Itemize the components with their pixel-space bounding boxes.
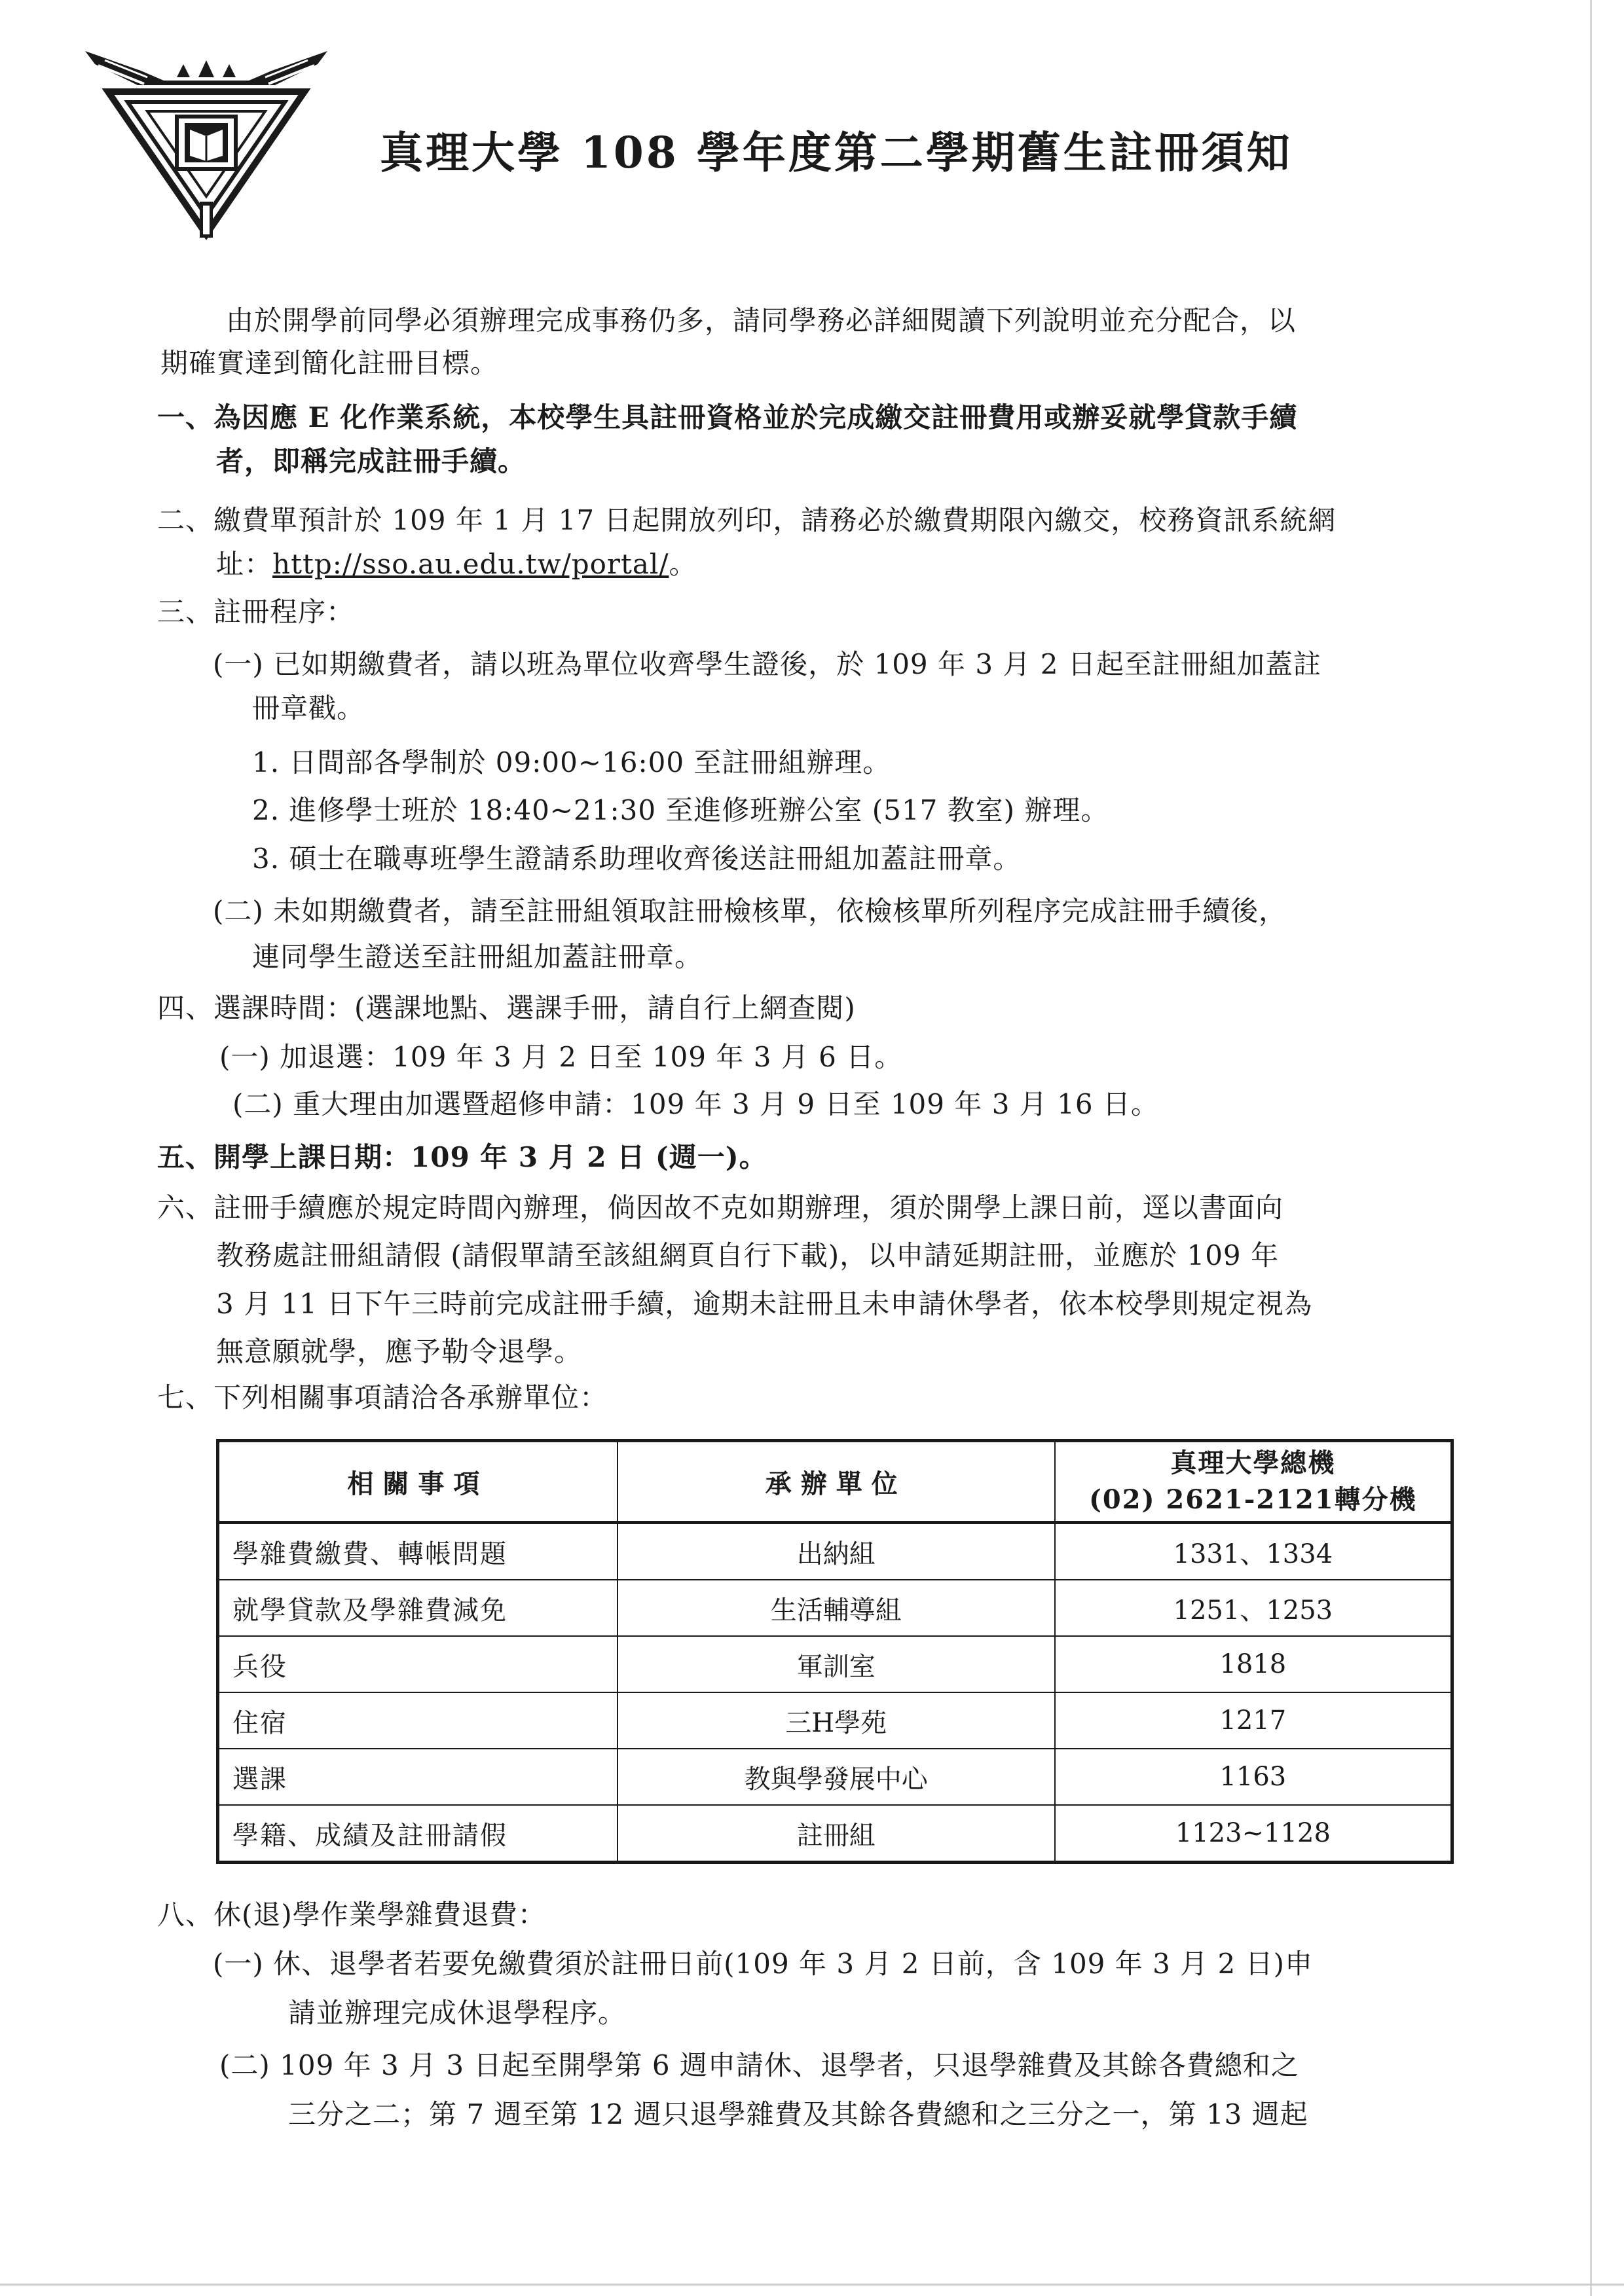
table-row: [218, 1805, 1452, 1863]
row-extension: 1818: [1055, 1636, 1452, 1692]
section-8-2-line-1: (二) 109 年 3 月 3 日起至開學第 6 週申請休、退學者，只退學雜費及其餘各費總和之: [219, 2049, 1299, 2081]
section-1-line-1: 一、為因應 E 化作業系統，本校學生具註冊資格並於完成繳交註冊費用或辦妥就學貸款手續: [157, 401, 1298, 433]
section-6-line-1: 六、註冊手續應於規定時間內辦理，倘因故不克如期辦理，須於開學上課日前，逕以書面向: [157, 1192, 1284, 1224]
row-unit: 生活輔導組: [618, 1580, 1055, 1636]
row-extension: 1331、1334: [1055, 1523, 1452, 1580]
section-8-2-line-2: 三分之二；第 7 週至第 12 週只退學雜費及其餘各費總和之三分之一，第 13 週起: [288, 2098, 1308, 2130]
contacts-table: [216, 1439, 1454, 1864]
row-item: 兵役: [218, 1636, 618, 1692]
row-unit: 註冊組: [618, 1805, 1055, 1863]
row-item: 住宿: [218, 1692, 618, 1749]
header-responsible-unit: 承辦單位: [618, 1441, 1055, 1523]
section-4-heading: 四、選課時間：(選課地點、選課手冊，請自行上網查閱): [157, 992, 856, 1024]
university-crest-icon: [79, 45, 334, 241]
portal-link[interactable]: http://sso.au.edu.tw/portal/: [272, 548, 669, 580]
section-6-line-4: 無意願就學，應予勒令退學。: [216, 1336, 583, 1368]
table-header-row: [218, 1441, 1452, 1523]
table-row: [218, 1523, 1452, 1580]
section-6-line-3: 3 月 11 日下午三時前完成註冊手續，逾期未註冊且未申請休學者，依本校學則規定視為: [216, 1288, 1313, 1320]
section-5: 五、開學上課日期：109 年 3 月 2 日 (週一)。: [157, 1141, 767, 1173]
scan-edge-bottom: [0, 2284, 1624, 2286]
section-4-1: (一) 加退選：109 年 3 月 2 日至 109 年 3 月 6 日。: [219, 1041, 903, 1073]
row-item: 學雜費繳費、轉帳問題: [218, 1523, 618, 1580]
row-unit: 出納組: [618, 1523, 1055, 1580]
intro-line-1: 由於開學前同學必須辦理完成事務仍多，請同學務必詳細閱讀下列說明並充分配合，以: [226, 304, 1297, 337]
url-suffix: 。: [669, 548, 697, 580]
section-3-1-item-1: 1. 日間部各學制於 09:00~16:00 至註冊組辦理。: [252, 746, 891, 778]
section-2-line-2: [216, 545, 697, 584]
section-3-2-line-1: (二) 未如期繳費者，請至註冊組領取註冊檢核單，依檢核單所列程序完成註冊手續後，: [213, 895, 1287, 927]
table-row: [218, 1749, 1452, 1805]
intro-line-2: 期確實達到簡化註冊目標。: [160, 347, 499, 379]
row-item: 選課: [218, 1749, 618, 1805]
table-row: [218, 1636, 1452, 1692]
section-4-2: (二) 重大理由加選暨超修申請：109 年 3 月 9 日至 109 年 3 月 16 日。: [232, 1088, 1159, 1120]
header-extension-line-2: (02) 2621-2121轉分機: [1088, 1484, 1417, 1515]
section-3-1-item-3: 3. 碩士在職專班學生證請系助理收齊後送註冊組加蓋註冊章。: [252, 843, 1022, 875]
header-extension-line-1: 真理大學總機: [1170, 1448, 1336, 1478]
row-extension: 1163: [1055, 1749, 1452, 1805]
section-8-heading: 八、休(退)學作業學雜費退費：: [157, 1899, 546, 1931]
header-extension: [1055, 1441, 1452, 1523]
section-3-1-line-2: 冊章戳。: [252, 692, 365, 724]
table-row: [218, 1692, 1452, 1749]
section-7-heading: 七、下列相關事項請洽各承辦單位：: [157, 1381, 608, 1413]
url-prefix: 址：: [216, 548, 273, 580]
row-unit: 軍訓室: [618, 1636, 1055, 1692]
row-extension: 1123~1128: [1055, 1805, 1452, 1863]
section-3-2-line-2: 連同學生證送至註冊組加蓋註冊章。: [252, 941, 703, 973]
row-unit: 教與學發展中心: [618, 1749, 1055, 1805]
row-item: 就學貸款及學雜費減免: [218, 1580, 618, 1636]
scan-edge-right: [1590, 0, 1592, 2296]
table-row: [218, 1580, 1452, 1636]
section-3-1-item-2: 2. 進修學士班於 18:40~21:30 至進修班辦公室 (517 教室) 辦理。: [252, 794, 1109, 826]
section-3-heading: 三、註冊程序：: [157, 596, 355, 628]
section-3-1-line-1: (一) 已如期繳費者，請以班為單位收齊學生證後，於 109 年 3 月 2 日起至註冊組加蓋註: [213, 648, 1321, 680]
row-extension: 1217: [1055, 1692, 1452, 1749]
row-extension: 1251、1253: [1055, 1580, 1452, 1636]
header-related-items: 相關事項: [218, 1441, 618, 1523]
section-2-line-1: 二、繳費單預計於 109 年 1 月 17 日起開放列印，請務必於繳費期限內繳交，校務資訊系統網: [157, 504, 1337, 536]
page-title: 真理大學 108 學年度第二學期舊生註冊須知: [380, 127, 1293, 178]
section-8-1-line-2: 請並辦理完成休退學程序。: [288, 1997, 627, 2029]
section-8-1-line-1: (一) 休、退學者若要免繳費須於註冊日前(109 年 3 月 2 日前，含 109 年 3 月 2 日)申: [213, 1948, 1313, 1980]
section-6-line-2: 教務處註冊組請假 (請假單請至該組網頁自行下載)，以申請延期註冊，並應於 109 年: [216, 1239, 1279, 1271]
row-unit: 三H學苑: [618, 1692, 1055, 1749]
section-1-line-2: 者，即稱完成註冊手續。: [216, 445, 526, 477]
row-item: 學籍、成績及註冊請假: [218, 1805, 618, 1863]
